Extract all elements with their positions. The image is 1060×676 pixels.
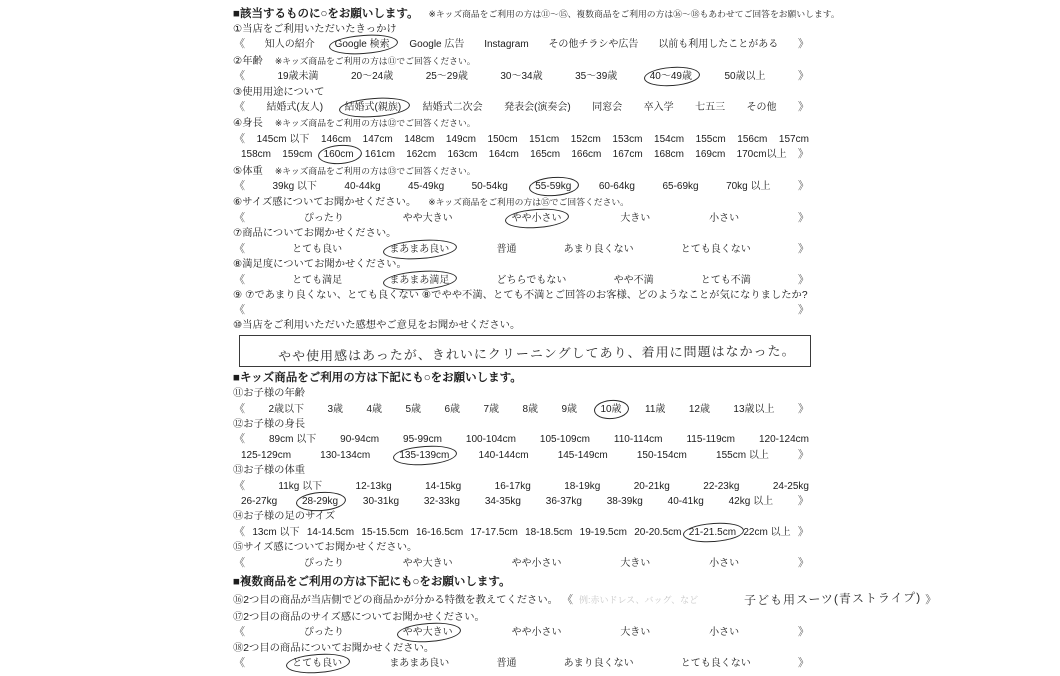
option: 65-69kg [662, 181, 699, 193]
comment-box [239, 335, 811, 367]
option-circled: 55-59kg [535, 180, 571, 194]
bracket-open-icon: 《 [234, 556, 245, 569]
option: 154cm [654, 133, 685, 145]
option: 40-41kg [667, 495, 704, 507]
option: 39kg 以下 [272, 181, 317, 193]
question-note: ※キッズ商品をご利用の方は⑫でご回答ください。 [274, 118, 476, 129]
option: 89cm 以下 [268, 434, 317, 446]
question-title: ①当店をご利用いただいたきっかけ [233, 24, 397, 35]
option: 8歳 [522, 403, 538, 415]
option: 13cm 以下 [252, 526, 300, 538]
option-circled: 160cm [324, 148, 354, 162]
option: あまり良くない [563, 243, 634, 255]
option-row [233, 242, 811, 257]
bracket-open-icon: 《 [234, 304, 245, 317]
option: 26-27kg [241, 495, 278, 507]
option: 166cm [571, 149, 602, 161]
option: Google 広告 [409, 39, 465, 51]
option: 45-49kg [408, 181, 445, 193]
option: ぴったり [303, 212, 344, 224]
option: 162cm [406, 149, 437, 161]
option-row [233, 69, 811, 84]
section-header [233, 7, 840, 22]
option: 100-104cm [465, 434, 516, 446]
option: 153cm [612, 133, 643, 145]
option: 40-44kg [344, 181, 381, 193]
bracket-open-icon: 《 [234, 525, 245, 538]
option: 120-124cm [758, 434, 809, 446]
option: 6歳 [444, 403, 460, 415]
bracket-open-icon: 《 [234, 132, 245, 145]
section-header [233, 575, 811, 590]
question-label [233, 258, 811, 272]
printed-example: 例:赤いドレス、バッグ、など [578, 595, 699, 605]
survey-form [233, 3, 937, 672]
option-circled: まあまあ良い [389, 243, 449, 257]
option: 25〜29歳 [425, 71, 468, 83]
bracket-open-icon: 《 [234, 38, 245, 51]
option-circled: 135-139cm [399, 449, 449, 463]
question-title: ⑤体重 [233, 165, 263, 177]
option-circled: とても良い [292, 657, 342, 671]
option-row [233, 37, 811, 52]
section-title: ■複数商品をご利用の方は下記にも○をお願いします。 [233, 576, 511, 588]
option: 147cm [362, 133, 393, 145]
bracket-close-icon: 》 [797, 626, 809, 639]
question-label [233, 164, 811, 179]
option: やや大きい [402, 557, 453, 569]
option: ぴったり [303, 557, 344, 569]
option: 95-99cm [403, 434, 442, 446]
option: 5歳 [405, 403, 421, 415]
option-circled: やや大きい [403, 626, 453, 640]
question-label [233, 116, 811, 131]
option-circled: 結婚式(親族) [345, 101, 402, 115]
option-row [233, 448, 811, 463]
question-label [233, 195, 811, 210]
option: 163cm [447, 149, 478, 161]
bracket-close-icon: 》 [797, 494, 809, 507]
bracket-open-icon: 《 [234, 402, 245, 415]
bracket-open-icon: 《 [234, 273, 245, 286]
option: 小さい [709, 212, 740, 224]
option: 38-39kg [606, 495, 643, 507]
bracket-close-icon: 》 [797, 525, 809, 538]
bracket-open-icon: 《 [234, 101, 245, 114]
option: 155cm [695, 133, 726, 145]
question-label [233, 464, 811, 478]
option: 164cm [488, 149, 519, 161]
option-row [233, 556, 811, 571]
option: 小さい [709, 557, 740, 569]
option: 9歳 [561, 403, 577, 415]
option: 4歳 [366, 403, 382, 415]
option: その他チラシや広告 [548, 39, 639, 51]
option-circled: 28-29kg [302, 495, 338, 509]
option: 22-23kg [703, 480, 740, 492]
option: 90-94cm [340, 434, 380, 446]
option: 146cm [321, 133, 352, 145]
question-label [233, 54, 811, 69]
option: やや不満 [613, 274, 654, 286]
option: 小さい [709, 627, 740, 639]
option-row [233, 625, 811, 640]
option: とても良くない [680, 658, 751, 670]
option: 14-14.5cm [306, 526, 355, 538]
handwritten-comment: やや使用感はあったが、きれいにクリーニングしてあり、着用に問題はなかった。 [277, 343, 796, 364]
option: 50歳以上 [724, 71, 766, 83]
question-inline [233, 590, 937, 610]
question-title: ⑧満足度についてお聞かせください。 [233, 259, 407, 271]
option-row [233, 179, 811, 194]
option: 32-33kg [423, 495, 460, 507]
option: 30〜34歳 [500, 71, 543, 83]
option: とても良い [292, 243, 343, 255]
handwritten-answer: 子ども用スーツ(青ストライプ) [743, 590, 922, 608]
question-label: ⑩当店をご利用いただいた感想やご意見をお聞かせください。 [233, 319, 521, 331]
option: 150-154cm [636, 449, 687, 461]
option: 170cm以上 [736, 149, 787, 161]
option: とても良くない [680, 243, 751, 255]
bracket-open-icon: 《 [234, 211, 245, 224]
option: 151cm [529, 133, 560, 145]
option: 130-134cm [320, 449, 371, 461]
option: 158cm [241, 149, 272, 161]
question-note: ※キッズ商品をご利用の方は⑮でご回答ください。 [428, 197, 629, 208]
option: 11kg 以下 [278, 480, 323, 492]
question-title: ⑨ ⑦であまり良くない、とても良くない ⑧でやや不満、とても不満とご回答のお客様、どのようなことが気になりましたか? [233, 289, 808, 301]
option: 18-18.5cm [525, 526, 573, 538]
option-circled: Google 検索 [335, 38, 390, 52]
option: 149cm [445, 133, 476, 145]
option: やや小さい [511, 557, 562, 569]
question-label [233, 227, 811, 241]
bracket-close-icon: 》 [797, 101, 809, 114]
bracket-close-icon: 》 [798, 38, 809, 51]
question-label [233, 86, 811, 100]
option: やや小さい [511, 627, 562, 639]
section-title: ■該当するものに○をお願いします。 [233, 8, 419, 20]
option: 145cm 以下 [256, 133, 310, 145]
option: まあまあ良い [389, 658, 450, 670]
question-title: ⑦商品についてお聞かせください。 [233, 228, 397, 240]
bracket-close-icon: 》 [797, 556, 809, 569]
option: 157cm [778, 133, 809, 145]
option-row [233, 494, 811, 509]
option-circled: まあまあ満足 [389, 274, 449, 288]
bracket-close-icon: 》 [797, 402, 809, 415]
option: 20〜24歳 [351, 71, 394, 83]
question-label [233, 23, 811, 37]
option: 169cm [695, 149, 726, 161]
option-row [233, 147, 811, 162]
option: 18-19kg [564, 480, 601, 492]
option: 150cm [487, 133, 518, 145]
question-title: ⑫お子様の身長 [233, 418, 306, 430]
option: 140-144cm [478, 449, 529, 461]
option-row [233, 211, 811, 226]
option: 20-21kg [633, 480, 670, 492]
question-title: ⑱2つ目の商品についてお聞かせください。 [233, 642, 435, 654]
question-label [233, 418, 811, 432]
option: 16-16.5cm [415, 526, 464, 538]
option: 結婚式二次会 [422, 102, 483, 114]
question-title: ⑬お子様の体重 [233, 465, 306, 477]
option: ぴったり [303, 627, 344, 639]
option: 159cm [282, 149, 313, 161]
option-row [233, 525, 811, 540]
option: その他 [746, 102, 777, 114]
bracket-open-icon: 《 [234, 180, 245, 193]
option: 大きい [620, 627, 651, 639]
bracket-open-icon: 《 [234, 433, 245, 446]
option: 42kg 以上 [728, 495, 774, 507]
option: 148cm [404, 133, 435, 145]
bracket-close-icon: 》 [797, 448, 809, 461]
option: 20-20.5cm [634, 526, 682, 538]
option: 168cm [653, 149, 684, 161]
option: 2歳以下 [268, 403, 304, 415]
option: 36-37kg [545, 495, 582, 507]
option-row [233, 303, 811, 317]
option: 167cm [612, 149, 643, 161]
question-title: ⑮サイズ感についてお聞かせください。 [233, 542, 418, 554]
option-row [233, 432, 811, 447]
bracket-close-icon: 》 [925, 594, 937, 606]
question-title: ⑪お子様の年齢 [233, 388, 306, 400]
option: 70kg 以上 [726, 181, 771, 193]
option: 110-114cm [613, 434, 663, 446]
option: 3歳 [327, 403, 343, 415]
option-row [233, 402, 811, 417]
bracket-open-icon: 《 [234, 479, 245, 492]
bracket-open-icon: 《 [234, 70, 245, 83]
option: 35〜39歳 [575, 71, 618, 83]
option: 発表会(演奏会) [504, 102, 571, 114]
option: 15-15.5cm [361, 526, 409, 538]
question-title: ③使用用途について [233, 86, 325, 98]
option: 155cm 以上 [716, 449, 769, 461]
option: とても不満 [700, 274, 751, 286]
question-title: ④身長 [233, 118, 263, 130]
option: 19-19.5cm [579, 526, 627, 538]
option-row [233, 132, 811, 147]
question-note: ※キッズ商品をご利用の方は⑬でご回答ください。 [274, 165, 476, 176]
bracket-close-icon: 》 [797, 657, 809, 670]
option: やや大きい [402, 212, 453, 224]
option: 14-15kg [425, 480, 462, 492]
option: 13歳以上 [733, 403, 775, 415]
bracket-close-icon: 》 [797, 273, 809, 286]
bracket-open-icon: 《 [234, 242, 245, 255]
option: 大きい [620, 557, 651, 569]
bracket-close-icon: 》 [798, 304, 809, 317]
question-title: ⑯2つ目の商品が当店側でどの商品かが分かる特徴を教えてください。 [233, 595, 558, 606]
option: 115-119cm [686, 434, 735, 446]
question-title: ⑭お子様の足のサイズ [233, 511, 336, 523]
option: 7歳 [483, 403, 499, 415]
option: 知人の紹介 [264, 39, 315, 51]
option-circled: 40〜49歳 [650, 70, 692, 84]
question-label [233, 289, 811, 303]
option-row [233, 656, 811, 671]
section-header [233, 371, 811, 386]
option: Instagram [484, 39, 529, 51]
section-title: ■キッズ商品をご利用の方は下記にも○をお願いします。 [233, 372, 522, 385]
option: 19歳未満 [277, 71, 319, 83]
option: 30-31kg [362, 495, 400, 507]
option: 卒入学 [643, 102, 674, 114]
option: 22cm 以上 [743, 526, 791, 538]
option: とても満足 [292, 274, 343, 286]
option: 156cm [737, 133, 768, 145]
option: 24-25kg [772, 480, 809, 492]
option: 結婚式(友人) [266, 102, 324, 114]
question-label [233, 642, 811, 656]
option: 50-54kg [471, 181, 508, 193]
option: 145-149cm [557, 449, 608, 461]
question-title: ②年齢 [233, 55, 263, 67]
bracket-close-icon: 》 [798, 180, 809, 193]
bracket-close-icon: 》 [797, 211, 809, 224]
option-row [233, 100, 811, 115]
option: 34-35kg [484, 495, 521, 507]
option: あまり良くない [563, 658, 634, 670]
option: 12歳 [688, 403, 710, 415]
option: 152cm [570, 133, 601, 145]
option: 11歳 [645, 403, 666, 415]
option: 普通 [496, 658, 517, 670]
question-title: ⑰2つ目の商品のサイズ感についてお聞かせください。 [233, 612, 485, 623]
question-note: ※キッズ商品をご利用の方は⑪でご回答ください。 [274, 55, 476, 66]
option: 105-109cm [539, 434, 590, 446]
option: 以前も利用したことがある [658, 39, 779, 51]
option-circled: 21-21.5cm [689, 526, 736, 540]
option: 125-129cm [241, 449, 292, 461]
option: 同窓会 [592, 102, 623, 114]
option: 60-64kg [598, 181, 635, 193]
option: 七五三 [695, 102, 726, 114]
bracket-close-icon: 》 [797, 242, 809, 255]
question-label [233, 387, 811, 401]
option: 165cm [530, 149, 561, 161]
bracket-open-icon: 《 [234, 657, 245, 670]
question-label [233, 510, 811, 524]
option: 17-17.5cm [470, 526, 518, 538]
option-circled: 10歳 [600, 403, 621, 417]
option: 大きい [620, 212, 651, 224]
bracket-open-icon: 《 [561, 594, 573, 606]
option: 普通 [496, 243, 517, 255]
option: どちらでもない [496, 274, 567, 286]
option: 16-17kg [494, 480, 531, 492]
option-row [233, 273, 811, 288]
bracket-open-icon: 《 [234, 626, 245, 639]
option-row [233, 479, 811, 494]
question-label [233, 611, 811, 625]
question-label [233, 541, 811, 555]
bracket-close-icon: 》 [798, 70, 809, 83]
section-note: ※キッズ商品をご利用の方は⑪〜⑮、複数商品をご利用の方は⑯〜⑱もあわせてご回答をお願いします。 [428, 9, 840, 19]
bracket-close-icon: 》 [797, 148, 809, 161]
option: 12-13kg [355, 480, 392, 492]
option-circled: やや小さい [511, 212, 561, 226]
option: 161cm [364, 149, 395, 161]
question-title: ⑥サイズ感についてお聞かせください。 [233, 197, 417, 209]
